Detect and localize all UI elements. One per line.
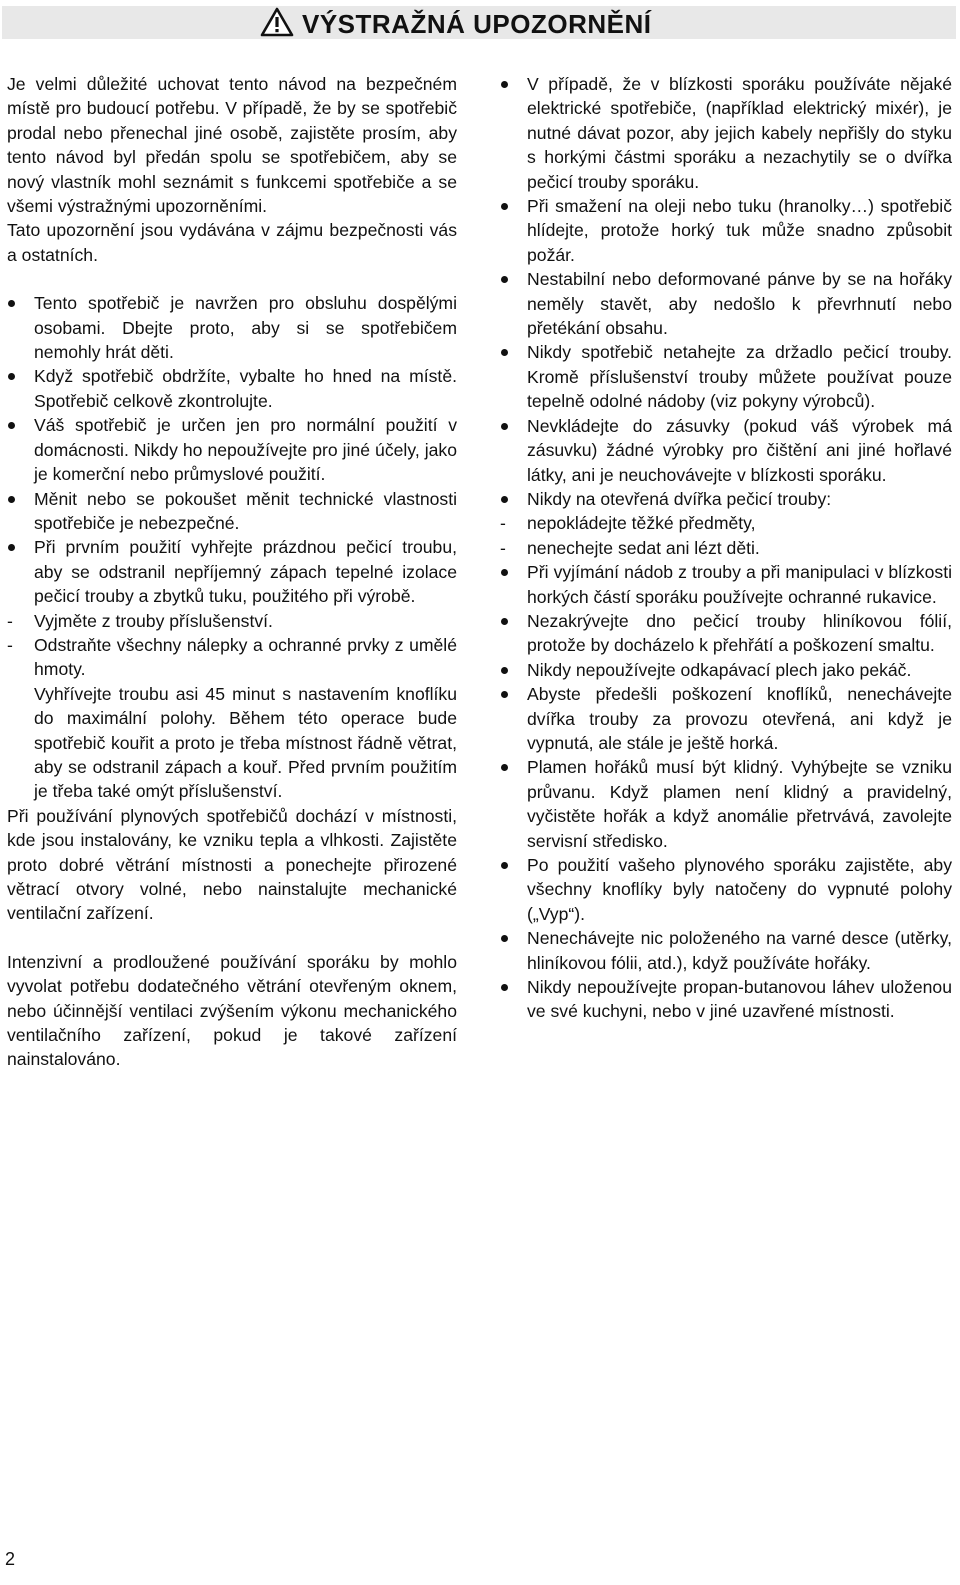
bullet-list-item [7, 535, 457, 608]
bullet-list-item [7, 364, 457, 413]
bullet-dot [8, 496, 15, 503]
list-item-text: Když spotřebič obdržíte, vybalte ho hned na místě. Spotřebič celkově zkontrolujte. [34, 366, 457, 411]
right-dash-list [500, 511, 952, 560]
bullet-list-item [7, 487, 457, 536]
bullet-dot [501, 423, 508, 430]
intro-paragraph: Je velmi důležité uchovat tento návod na bezpečném místě pro budoucí potřebu. V případě, že by se spotřebič prodal nebo přenechal jiné osobě, zajistěte prosím, aby tento návod byl předán spolu se spotřebičem, aby se nový vlastník mohl seznámit s funkcemi spotřebiče a se všemi výstražnými upozorněními. [7, 74, 457, 217]
bullet-dot [501, 984, 508, 991]
spacer [7, 926, 457, 950]
dash-list-item [500, 511, 952, 535]
list-item-text: nepokládejte těžké předměty, [527, 513, 756, 534]
left-column [7, 72, 457, 1072]
bullet-dot [501, 203, 508, 210]
list-item-text: Váš spotřebič je určen jen pro normální použití v domácnosti. Nikdy ho nepoužívejte pro jiné účely, jako je komerční nebo průmyslové použití. [34, 415, 457, 485]
bullet-list-item [500, 267, 952, 340]
list-item-text: Nikdy nepoužívejte odkapávací plech jako pekáč. [527, 659, 912, 680]
bullet-dot [501, 349, 508, 356]
bullet-dot [501, 764, 508, 771]
page-number: 2 [5, 1549, 16, 1569]
bullet-list-item [500, 975, 952, 1024]
list-item-text: Při prvním použití vyhřejte prázdnou pečicí troubu, aby se odstranil nepříjemný zápach tepelné izolace pečicí trouby a zbytků tuku, použitého při výrobě. [34, 537, 457, 607]
bullet-list-item [500, 487, 952, 511]
dash-list-item [7, 609, 457, 633]
list-item-text: Odstraňte všechny nálepky a ochranné prvky z umělé hmoty. [34, 634, 457, 680]
right-bullet-list-b [500, 560, 952, 1024]
list-item-text: Nikdy spotřebič netahejte za držadlo pečicí trouby. Kromě příslušenství trouby můžete používat pouze tepelně odolné nádoby (viz pokyny výrobců). [527, 342, 952, 412]
dash-marker: - [7, 610, 13, 631]
bullet-dot [501, 691, 508, 698]
list-item-text: Tento spotřebič je navržen pro obsluhu dospělými osobami. Dbejte proto, aby si se spotřebičem nemohly hrát děti. [34, 293, 457, 363]
list-item-text: Nikdy nepoužívejte propan-butanovou láhev uloženou ve své kuchyni, nebo v jiné uzavřené místnosti. [527, 977, 952, 1022]
preheat-instructions: Vyhřívejte troubu asi 45 minut s nastavením knoflíku do maximální polohy. Během této operace bude spotřebič kouřit a proto je třeba místnost řádně větrat, aby se odstranil zápach a kouř. Před prvním použitím je třeba také omýt příslušenství. [34, 683, 457, 802]
list-item-text: Plamen hořáků musí být klidný. Vyhýbejte se vzniku průvanu. Když plamen není klidný a pravidelný, vyčistěte hořák a když anomálie přetrvává, zavolejte servisní středisko. [527, 757, 952, 851]
list-item-text: Nevkládejte do zásuvky (pokud váš výrobek má zásuvku) žádné výrobky pro čištění ani jiné hořlavé látky, ani je neuchovávejte v blízkosti sporáku. [527, 415, 952, 485]
right-column [500, 72, 952, 1024]
dash-marker: - [500, 513, 506, 534]
left-bullet-list [7, 291, 457, 608]
bullet-dot [501, 862, 508, 869]
bullet-list-item [500, 853, 952, 926]
dash-marker: - [7, 634, 13, 655]
list-item-text: Vyjměte z trouby příslušenství. [34, 610, 273, 631]
list-item-text: Abyste předešli poškození knoflíků, nenechávejte dvířka trouby za provozu otevřená, ani když je vypnutá, ale stále je ještě horká. [527, 684, 952, 753]
bullet-dot [501, 276, 508, 283]
bullet-list-item [500, 560, 952, 609]
warning-triangle-icon [260, 7, 294, 37]
right-bullet-list-a [500, 72, 952, 511]
bullet-list-item [7, 291, 457, 364]
bullet-dot [8, 544, 15, 551]
bullet-list-item [500, 194, 952, 267]
bullet-dot [501, 569, 508, 576]
bullet-list-item [500, 72, 952, 194]
gas-ventilation-paragraph: Při používání plynových spotřebičů dochází v místnosti, kde jsou instalovány, ke vzniku tepla a vlhkosti. Zajistěte proto dobré větrání místnosti a ponechejte přirozené větrací otvory volné, nebo nainstalujte mechanické ventilační zařízení. [7, 805, 457, 924]
bullet-dot [501, 667, 508, 674]
list-item-text: Nikdy na otevřená dvířka pečicí trouby: [527, 488, 832, 509]
list-item-text: Nenechávejte nic položeného na varné desce (utěrky, hliníkovou fólii, atd.), když používáte hořáky. [527, 928, 952, 973]
bullet-list-item [500, 340, 952, 413]
bullet-list-item [7, 413, 457, 486]
list-item-text: Nestabilní nebo deformované pánve by se na hořáky neměly stavět, aby nedošlo k převrhnutí nebo přetékání obsahu. [527, 269, 952, 339]
left-dash-list [7, 609, 457, 682]
dash-marker: - [500, 537, 506, 558]
bullet-dot [501, 618, 508, 625]
dash-list-item [7, 633, 457, 682]
list-item-text: Po použití vašeho plynového sporáku zajistěte, aby všechny knoflíky byly natočeny do vypnuté polohy („Vyp“). [527, 855, 952, 924]
bullet-list-item [500, 414, 952, 487]
page-title: VÝSTRAŽNÁ UPOZORNĚNÍ [302, 9, 652, 39]
bullet-dot [501, 935, 508, 942]
spacer [7, 267, 457, 291]
bullet-list-item [500, 609, 952, 658]
bullet-dot [501, 81, 508, 88]
bullet-list-item [500, 682, 952, 755]
list-item-text: Nezakrývejte dno pečicí trouby hliníkovou fólií, protože by docházelo k přehřátí a poškození smaltu. [527, 610, 952, 656]
extended-use-paragraph: Intenzivní a prodloužené používání sporáku by mohlo vyvolat potřebu dodatečného větrání otevřeným oknem, nebo účinnější ventilaci zvýšením výkonu mechanického ventilačního zařízení, pokud je takové zařízení nainstalováno. [7, 951, 457, 1070]
list-item-text: Měnit nebo se pokoušet měnit technické vlastnosti spotřebiče je nebezpečné. [34, 488, 457, 533]
list-item-text: Při vyjímání nádob z trouby a při manipulaci v blízkosti horkých částí sporáku používejte ochranné rukavice. [527, 562, 952, 607]
list-item-text: V případě, že v blízkosti sporáku používáte nějaké elektrické spotřebiče, (například elektrický mixér), je nutné dávat pozor, aby jejich kabely nepřišly do styku s horkými částmi sporáku a nezachytily se o dvířka pečicí trouby sporáku. [527, 74, 952, 192]
bullet-dot [8, 373, 15, 380]
list-item-text: Při smažení na oleji nebo tuku (hranolky…) spotřebič hlídejte, protože horký tuk může snadno způsobit požár. [527, 196, 952, 265]
list-item-text: nenechejte sedat ani lézt děti. [527, 537, 760, 558]
header-bar [2, 6, 956, 39]
bullet-list-item [500, 658, 952, 682]
bullet-dot [8, 422, 15, 429]
bullet-list-item [500, 926, 952, 975]
dash-list-item [500, 536, 952, 560]
bullet-dot [501, 496, 508, 503]
bullet-dot [8, 300, 15, 307]
bullet-list-item [500, 755, 952, 853]
intro-paragraph-2: Tato upozornění jsou vydávána v zájmu bezpečnosti vás a ostatních. [7, 220, 457, 265]
